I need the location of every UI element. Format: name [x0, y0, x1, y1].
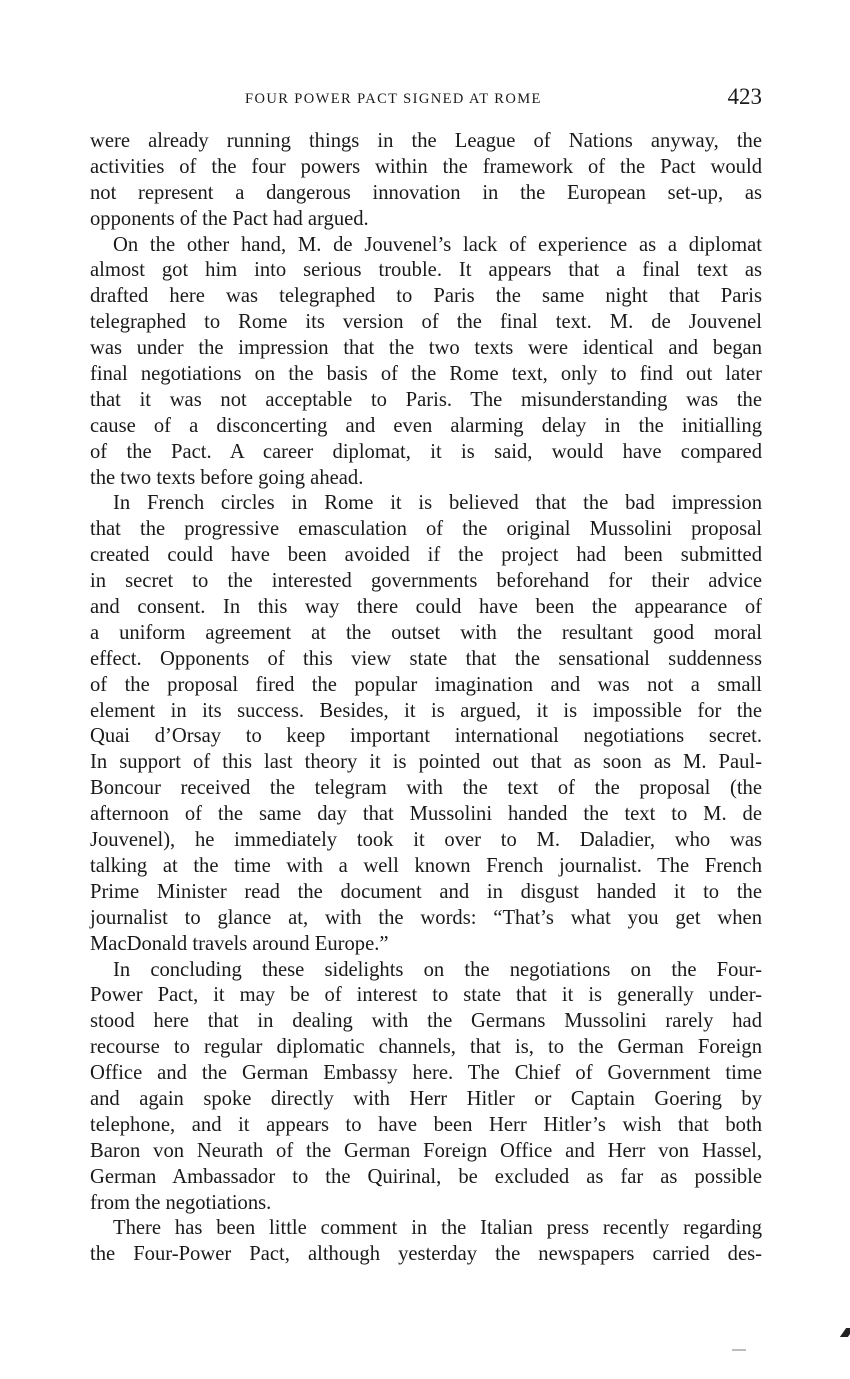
text-line: Jouvenel), he immediately took it over to M. Daladier, who was	[90, 829, 762, 852]
text-line: that it was not acceptable to Paris. The misunderstanding was the	[90, 388, 762, 411]
text-line: cause of a disconcerting and even alarming delay in the initialling	[90, 414, 762, 437]
text-line: Power Pact, it may be of interest to state that it is generally under-	[90, 984, 762, 1007]
text-line: journalist to glance at, with the words: “That’s what you get when	[90, 906, 762, 929]
text-line: created could have been avoided if the project had been submitted	[90, 544, 762, 567]
text-line: On the other hand, M. de Jouvenel’s lack of experience as a diplomat	[113, 233, 762, 256]
text-line: the Four-Power Pact, although yesterday the newspapers carried des-	[90, 1243, 762, 1266]
margin-mark	[840, 1328, 850, 1337]
text-line: and again spoke directly with Herr Hitler or Captain Goering by	[90, 1087, 762, 1110]
paragraph	[90, 491, 762, 957]
text-line: element in its success. Besides, it is argued, it is impossible for the	[90, 699, 762, 722]
paragraph	[90, 233, 762, 492]
text-line: were already running things in the League of Nations anyway, the	[90, 130, 762, 152]
text-line: effect. Opponents of this view state that the sensational suddenness	[90, 647, 762, 670]
text-line: In French circles in Rome it is believed that the bad impression	[113, 492, 762, 515]
text-line: In concluding these sidelights on the negotiations on the Four-	[113, 958, 762, 981]
text-line: telephone, and it appears to have been Herr Hitler’s wish that both	[90, 1113, 762, 1136]
text-line: Prime Minister read the document and in disgust handed it to the	[90, 880, 762, 903]
paragraph	[90, 129, 762, 233]
text-line: and consent. In this way there could have been the appearance of	[90, 596, 762, 619]
text-line: Boncour received the telegram with the text of the proposal (the	[90, 777, 762, 800]
text-line: a uniform agreement at the outset with the resultant good moral	[90, 621, 762, 644]
text-line: talking at the time with a well known French journalist. The French	[90, 854, 762, 877]
text-line: almost got him into serious trouble. It appears that a final text as	[90, 259, 762, 282]
running-head	[90, 84, 762, 114]
text-line: final negotiations on the basis of the Rome text, only to find out later	[90, 363, 762, 386]
text-line: recourse to regular diplomatic channels, that is, to the German Foreign	[90, 1036, 762, 1059]
body-text	[90, 129, 762, 1268]
text-line: In support of this last theory it is pointed out that as soon as M. Paul-	[90, 751, 762, 774]
text-line: German Ambassador to the Quirinal, be excluded as far as possible	[90, 1165, 762, 1188]
text-line: stood here that in dealing with the Germans Mussolini rarely had	[90, 1010, 762, 1033]
paragraph	[90, 958, 762, 1217]
text-line: afternoon of the same day that Mussolini handed the text to M. de	[90, 803, 762, 826]
text-line: not represent a dangerous innovation in the European set-up, as	[90, 181, 762, 204]
text-line: There has been little comment in the Italian press recently regarding	[113, 1217, 762, 1240]
text-line: Quai d’Orsay to keep important international negotiations secret.	[90, 725, 762, 748]
text-line: telegraphed to Rome its version of the final text. M. de Jouvenel	[90, 311, 762, 334]
text-line: the two texts before going ahead.	[90, 466, 364, 489]
text-line: activities of the four powers within the framework of the Pact would	[90, 155, 762, 178]
text-line: from the negotiations.	[90, 1191, 272, 1214]
ink-smudge	[732, 1349, 746, 1351]
running-title: FOUR POWER PACT SIGNED AT ROME	[245, 91, 542, 107]
text-line: of the Pact. A career diplomat, it is said, would have compared	[90, 440, 762, 463]
text-line: MacDonald travels around Europe.”	[90, 932, 389, 955]
text-line: that the progressive emasculation of the original Mussolini proposal	[90, 518, 762, 541]
text-line: of the proposal fired the popular imagination and was not a small	[90, 673, 762, 696]
text-line: Baron von Neurath of the German Foreign Office and Herr von Hassel,	[90, 1139, 762, 1162]
text-line: opponents of the Pact had argued.	[90, 207, 369, 230]
text-line: in secret to the interested governments beforehand for their advice	[90, 570, 762, 593]
page-number: 423	[727, 84, 762, 109]
paragraph	[90, 1216, 762, 1268]
text-line: was under the impression that the two texts were identical and began	[90, 337, 762, 360]
text-line: Office and the German Embassy here. The Chief of Government time	[90, 1062, 762, 1085]
text-line: drafted here was telegraphed to Paris the same night that Paris	[90, 285, 762, 308]
